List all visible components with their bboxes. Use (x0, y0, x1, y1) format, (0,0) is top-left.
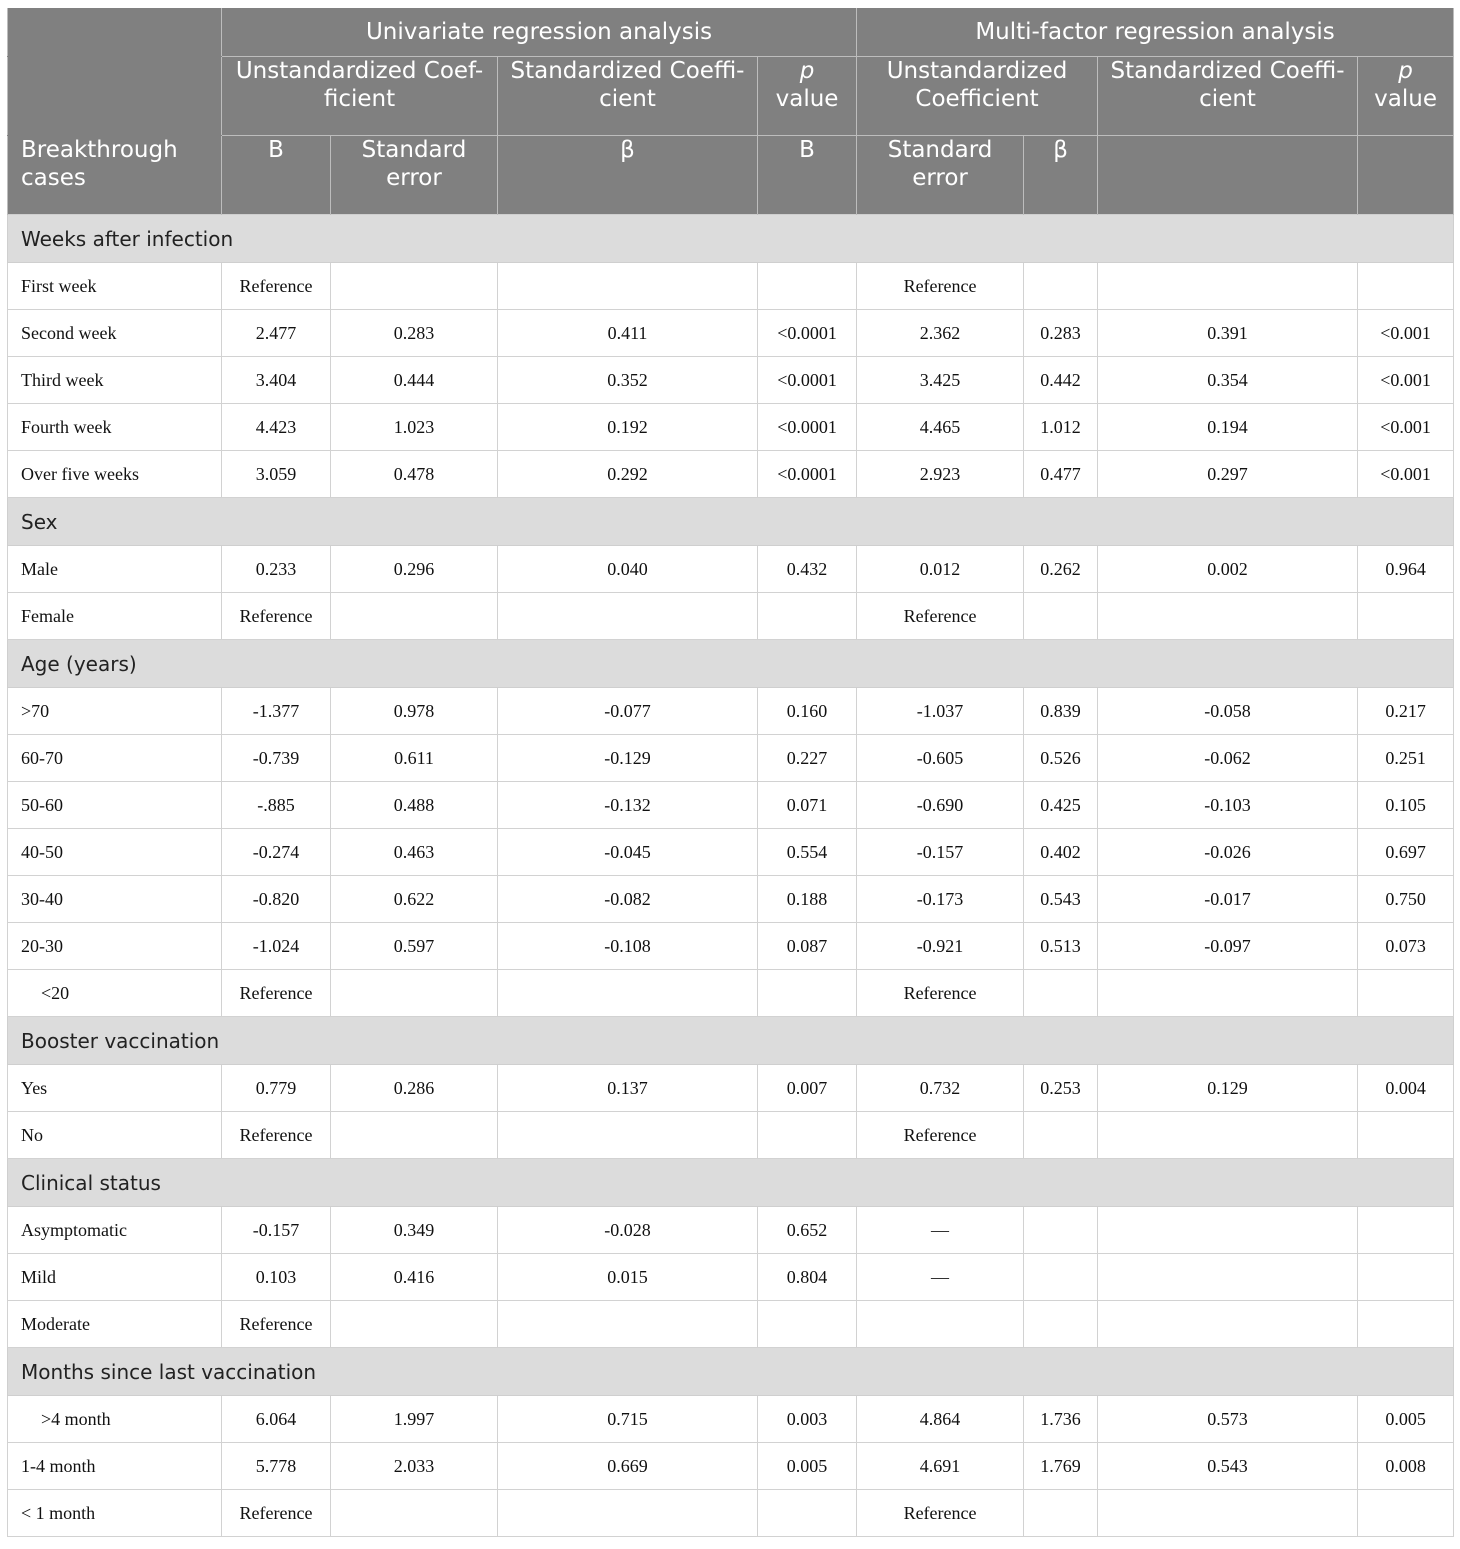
table-cell: -.885 (222, 782, 331, 829)
table-cell (498, 263, 758, 310)
table-row (8, 357, 1454, 404)
table-cell: -0.921 (857, 923, 1024, 970)
table-cell (1098, 1301, 1358, 1348)
table-cell: 4.691 (857, 1443, 1024, 1490)
table-cell: -0.026 (1098, 829, 1358, 876)
table-cell: Reference (857, 593, 1024, 640)
table-cell: <0.0001 (758, 357, 857, 404)
row-label: Second week (8, 310, 222, 357)
table-cell: 0.804 (758, 1254, 857, 1301)
row-label: < 1 month (8, 1490, 222, 1537)
table-cell: 3.425 (857, 357, 1024, 404)
table-cell: -0.690 (857, 782, 1024, 829)
table-cell (1098, 1490, 1358, 1537)
table-cell: <0.0001 (758, 310, 857, 357)
table-cell (498, 970, 758, 1017)
table-cell: 6.064 (222, 1396, 331, 1443)
table-cell (758, 1112, 857, 1159)
table-cell: 0.779 (222, 1065, 331, 1112)
table-cell (1358, 1207, 1454, 1254)
header-b-univariate: B (222, 136, 331, 215)
section-header-row (8, 640, 1454, 688)
row-label: 40-50 (8, 829, 222, 876)
regression-table (7, 8, 1454, 1537)
table-cell: 0.262 (1024, 546, 1098, 593)
table-cell: 0.432 (758, 546, 857, 593)
table-cell: -0.045 (498, 829, 758, 876)
table-cell: 4.423 (222, 404, 331, 451)
p-value-word: value (775, 86, 839, 112)
table-cell: 0.297 (1098, 451, 1358, 498)
section-header-row (8, 1348, 1454, 1396)
table-row (8, 1112, 1454, 1159)
table-cell: 0.105 (1358, 782, 1454, 829)
row-label: <20 (8, 970, 222, 1017)
table-cell: -0.108 (498, 923, 758, 970)
table-cell: 3.404 (222, 357, 331, 404)
table-cell: 0.425 (1024, 782, 1098, 829)
table-cell: -0.129 (498, 735, 758, 782)
table-row (8, 263, 1454, 310)
header-breakthrough-cases: Breakthrough cases (8, 136, 222, 215)
table-cell: Reference (222, 263, 331, 310)
table-cell: 0.463 (331, 829, 498, 876)
table-cell: 0.543 (1098, 1443, 1358, 1490)
table-cell (1024, 1490, 1098, 1537)
table-cell: 0.732 (857, 1065, 1024, 1112)
row-label: Over five weeks (8, 451, 222, 498)
table-cell: 0.652 (758, 1207, 857, 1254)
table-cell: 0.669 (498, 1443, 758, 1490)
table-row (8, 970, 1454, 1017)
table-cell (1358, 970, 1454, 1017)
table-cell: 0.715 (498, 1396, 758, 1443)
table-cell: Reference (857, 1112, 1024, 1159)
table-cell (1024, 593, 1098, 640)
table-cell: 0.573 (1098, 1396, 1358, 1443)
table-cell: 0.416 (331, 1254, 498, 1301)
table-cell: 0.103 (222, 1254, 331, 1301)
table-cell (498, 1112, 758, 1159)
table-cell: 0.697 (1358, 829, 1454, 876)
table-cell: <0.0001 (758, 451, 857, 498)
table-body (8, 215, 1454, 1537)
section-header-row (8, 498, 1454, 546)
header-beta-univariate: β (498, 136, 758, 215)
table-cell (758, 1301, 857, 1348)
table-cell: <0.001 (1358, 451, 1454, 498)
table-row (8, 593, 1454, 640)
table-cell (1358, 1112, 1454, 1159)
table-cell: -0.058 (1098, 688, 1358, 735)
table-cell (1358, 1254, 1454, 1301)
table-cell (758, 593, 857, 640)
table-cell: -0.077 (498, 688, 758, 735)
table-cell: 4.465 (857, 404, 1024, 451)
row-label: 60-70 (8, 735, 222, 782)
table-cell: Reference (222, 1490, 331, 1537)
table-cell (1358, 1301, 1454, 1348)
table-cell: 0.839 (1024, 688, 1098, 735)
p-symbol: p (1398, 58, 1413, 84)
table-row (8, 404, 1454, 451)
table-row (8, 310, 1454, 357)
table-cell (1358, 263, 1454, 310)
table-cell: 0.007 (758, 1065, 857, 1112)
table-cell: 0.087 (758, 923, 857, 970)
table-row (8, 688, 1454, 735)
table-row (8, 546, 1454, 593)
table-cell (1098, 263, 1358, 310)
header-beta-multifactor: β (1024, 136, 1098, 215)
header-unstandardized-univariate: Unstandardized Coef-ficient (222, 57, 498, 136)
table-cell (1098, 1207, 1358, 1254)
table-row (8, 876, 1454, 923)
table-cell: -0.082 (498, 876, 758, 923)
header-row-1 (8, 8, 1454, 57)
table-cell: 0.003 (758, 1396, 857, 1443)
table-cell: 0.253 (1024, 1065, 1098, 1112)
table-cell (498, 593, 758, 640)
table-row (8, 782, 1454, 829)
table-row (8, 1396, 1454, 1443)
header-row-3 (8, 136, 1454, 215)
table-cell: Reference (857, 263, 1024, 310)
table-cell: 0.296 (331, 546, 498, 593)
table-cell: 1.012 (1024, 404, 1098, 451)
header-p-value-multifactor (1358, 57, 1454, 136)
table-cell (1024, 1301, 1098, 1348)
header-corner-cell (8, 8, 222, 57)
table-row (8, 1443, 1454, 1490)
table-cell: 0.354 (1098, 357, 1358, 404)
table-cell: -0.820 (222, 876, 331, 923)
table-cell: -0.132 (498, 782, 758, 829)
table-cell: -0.157 (857, 829, 1024, 876)
table-cell: 0.391 (1098, 310, 1358, 357)
header-standard-error-multifactor: Standard error (857, 136, 1024, 215)
section-header-row (8, 1017, 1454, 1065)
table-cell: 0.008 (1358, 1443, 1454, 1490)
table-cell: 0.283 (331, 310, 498, 357)
table-cell: -0.103 (1098, 782, 1358, 829)
table-cell (1024, 1254, 1098, 1301)
table-cell (331, 1112, 498, 1159)
section-title: Booster vaccination (8, 1017, 1454, 1065)
table-cell: 0.040 (498, 546, 758, 593)
table-cell (758, 263, 857, 310)
table-row (8, 1065, 1454, 1112)
table-cell: 0.137 (498, 1065, 758, 1112)
table-cell: — (857, 1254, 1024, 1301)
row-label: 20-30 (8, 923, 222, 970)
table-cell: 0.227 (758, 735, 857, 782)
table-cell: — (857, 1207, 1024, 1254)
table-row (8, 829, 1454, 876)
table-cell: 0.002 (1098, 546, 1358, 593)
table-row (8, 923, 1454, 970)
header-blank-cell (8, 57, 222, 136)
table-cell (331, 1490, 498, 1537)
table-row (8, 1254, 1454, 1301)
table-cell: 0.513 (1024, 923, 1098, 970)
row-label: Male (8, 546, 222, 593)
row-label: >4 month (8, 1396, 222, 1443)
table-cell: 0.286 (331, 1065, 498, 1112)
row-label: No (8, 1112, 222, 1159)
table-cell: -0.274 (222, 829, 331, 876)
table-row (8, 735, 1454, 782)
table-cell: 0.160 (758, 688, 857, 735)
header-unstandardized-multifactor: Unstandardized Coefficient (857, 57, 1098, 136)
table-cell (1024, 1112, 1098, 1159)
header-univariate: Univariate regression analysis (222, 8, 857, 57)
table-cell: 0.978 (331, 688, 498, 735)
table-cell (1024, 970, 1098, 1017)
header-b-multifactor: B (758, 136, 857, 215)
table-cell: -1.037 (857, 688, 1024, 735)
table-cell: 0.611 (331, 735, 498, 782)
row-label: 1-4 month (8, 1443, 222, 1490)
table-cell: 0.964 (1358, 546, 1454, 593)
table-cell: 0.005 (1358, 1396, 1454, 1443)
table-cell: -0.173 (857, 876, 1024, 923)
table-cell: 0.478 (331, 451, 498, 498)
table-cell: Reference (222, 593, 331, 640)
table-cell: Reference (222, 1301, 331, 1348)
table-row (8, 1301, 1454, 1348)
table-cell (331, 970, 498, 1017)
table-cell: 0.622 (331, 876, 498, 923)
table-cell: 0.194 (1098, 404, 1358, 451)
table-cell (331, 263, 498, 310)
header-standardized-univariate: Standardized Coeffi-cient (498, 57, 758, 136)
table-cell: 0.071 (758, 782, 857, 829)
table-cell: 0.015 (498, 1254, 758, 1301)
table-cell: -0.157 (222, 1207, 331, 1254)
section-title: Sex (8, 498, 1454, 546)
table-cell (1098, 593, 1358, 640)
table-cell: 0.543 (1024, 876, 1098, 923)
section-title: Weeks after infection (8, 215, 1454, 263)
table-cell: Reference (222, 1112, 331, 1159)
row-label: 50-60 (8, 782, 222, 829)
row-label: >70 (8, 688, 222, 735)
table-cell: <0.0001 (758, 404, 857, 451)
table-cell (1358, 1490, 1454, 1537)
table-cell: 0.251 (1358, 735, 1454, 782)
table-cell: -1.377 (222, 688, 331, 735)
table-cell (498, 1301, 758, 1348)
table-cell: 0.442 (1024, 357, 1098, 404)
table-cell: -0.017 (1098, 876, 1358, 923)
table-cell: 0.217 (1358, 688, 1454, 735)
table-cell: 0.349 (331, 1207, 498, 1254)
table-cell: 0.488 (331, 782, 498, 829)
table-cell: 0.073 (1358, 923, 1454, 970)
table-cell: 0.750 (1358, 876, 1454, 923)
section-title: Age (years) (8, 640, 1454, 688)
row-label: Yes (8, 1065, 222, 1112)
table-cell (1024, 1207, 1098, 1254)
table-cell: 1.023 (331, 404, 498, 451)
table-cell: 2.923 (857, 451, 1024, 498)
table-cell: 2.362 (857, 310, 1024, 357)
row-label: 30-40 (8, 876, 222, 923)
table-cell: 0.526 (1024, 735, 1098, 782)
section-title: Months since last vaccination (8, 1348, 1454, 1396)
table-cell (857, 1301, 1024, 1348)
header-p-value-univariate (758, 57, 857, 136)
table-cell: 0.192 (498, 404, 758, 451)
table-cell (1358, 593, 1454, 640)
table-cell: Reference (857, 970, 1024, 1017)
row-label: Fourth week (8, 404, 222, 451)
p-symbol: p (799, 58, 815, 84)
header-multifactor: Multi-factor regression analysis (857, 8, 1454, 57)
table-cell: 0.005 (758, 1443, 857, 1490)
table-cell: 0.129 (1098, 1065, 1358, 1112)
table-cell: -0.739 (222, 735, 331, 782)
header-empty-cell (1358, 136, 1454, 215)
table-cell (758, 970, 857, 1017)
table-cell: 0.004 (1358, 1065, 1454, 1112)
table-cell: -0.097 (1098, 923, 1358, 970)
header-standard-error-univariate: Standard error (331, 136, 498, 215)
table-cell: 0.411 (498, 310, 758, 357)
table-cell (498, 1490, 758, 1537)
table-row (8, 1490, 1454, 1537)
table-cell: 0.554 (758, 829, 857, 876)
table-cell (1098, 1254, 1358, 1301)
table-cell (1098, 970, 1358, 1017)
table-cell: 2.033 (331, 1443, 498, 1490)
table-cell: 0.352 (498, 357, 758, 404)
table-cell: 0.283 (1024, 310, 1098, 357)
section-title: Clinical status (8, 1159, 1454, 1207)
table-cell: 1.997 (331, 1396, 498, 1443)
row-label: Moderate (8, 1301, 222, 1348)
row-label: Asymptomatic (8, 1207, 222, 1254)
table-cell (1098, 1112, 1358, 1159)
table-cell: 1.769 (1024, 1443, 1098, 1490)
table-cell: -0.028 (498, 1207, 758, 1254)
table-cell: -1.024 (222, 923, 331, 970)
row-label: Mild (8, 1254, 222, 1301)
table-cell (758, 1490, 857, 1537)
table-cell: <0.001 (1358, 404, 1454, 451)
header-row-2 (8, 57, 1454, 136)
table-cell: Reference (857, 1490, 1024, 1537)
table-cell: 0.188 (758, 876, 857, 923)
section-header-row (8, 1159, 1454, 1207)
table-cell: <0.001 (1358, 310, 1454, 357)
header-empty-cell (1098, 136, 1358, 215)
table-cell (331, 1301, 498, 1348)
table-cell: 0.012 (857, 546, 1024, 593)
table-cell: 0.402 (1024, 829, 1098, 876)
table-cell: 0.477 (1024, 451, 1098, 498)
table-cell: 0.444 (331, 357, 498, 404)
table-cell: 5.778 (222, 1443, 331, 1490)
table-cell: 2.477 (222, 310, 331, 357)
table-cell (1024, 263, 1098, 310)
table-cell (331, 593, 498, 640)
table-cell: 3.059 (222, 451, 331, 498)
table-cell: <0.001 (1358, 357, 1454, 404)
section-header-row (8, 215, 1454, 263)
table-cell: -0.605 (857, 735, 1024, 782)
table-cell: 0.233 (222, 546, 331, 593)
header-standardized-multifactor: Standardized Coeffi-cient (1098, 57, 1358, 136)
table-cell: 0.292 (498, 451, 758, 498)
table-cell: 0.597 (331, 923, 498, 970)
p-value-word: value (1374, 86, 1437, 112)
row-label: Female (8, 593, 222, 640)
table-cell: Reference (222, 970, 331, 1017)
table-cell: -0.062 (1098, 735, 1358, 782)
row-label: Third week (8, 357, 222, 404)
table-row (8, 1207, 1454, 1254)
row-label: First week (8, 263, 222, 310)
table-cell: 4.864 (857, 1396, 1024, 1443)
table-row (8, 451, 1454, 498)
table-cell: 1.736 (1024, 1396, 1098, 1443)
